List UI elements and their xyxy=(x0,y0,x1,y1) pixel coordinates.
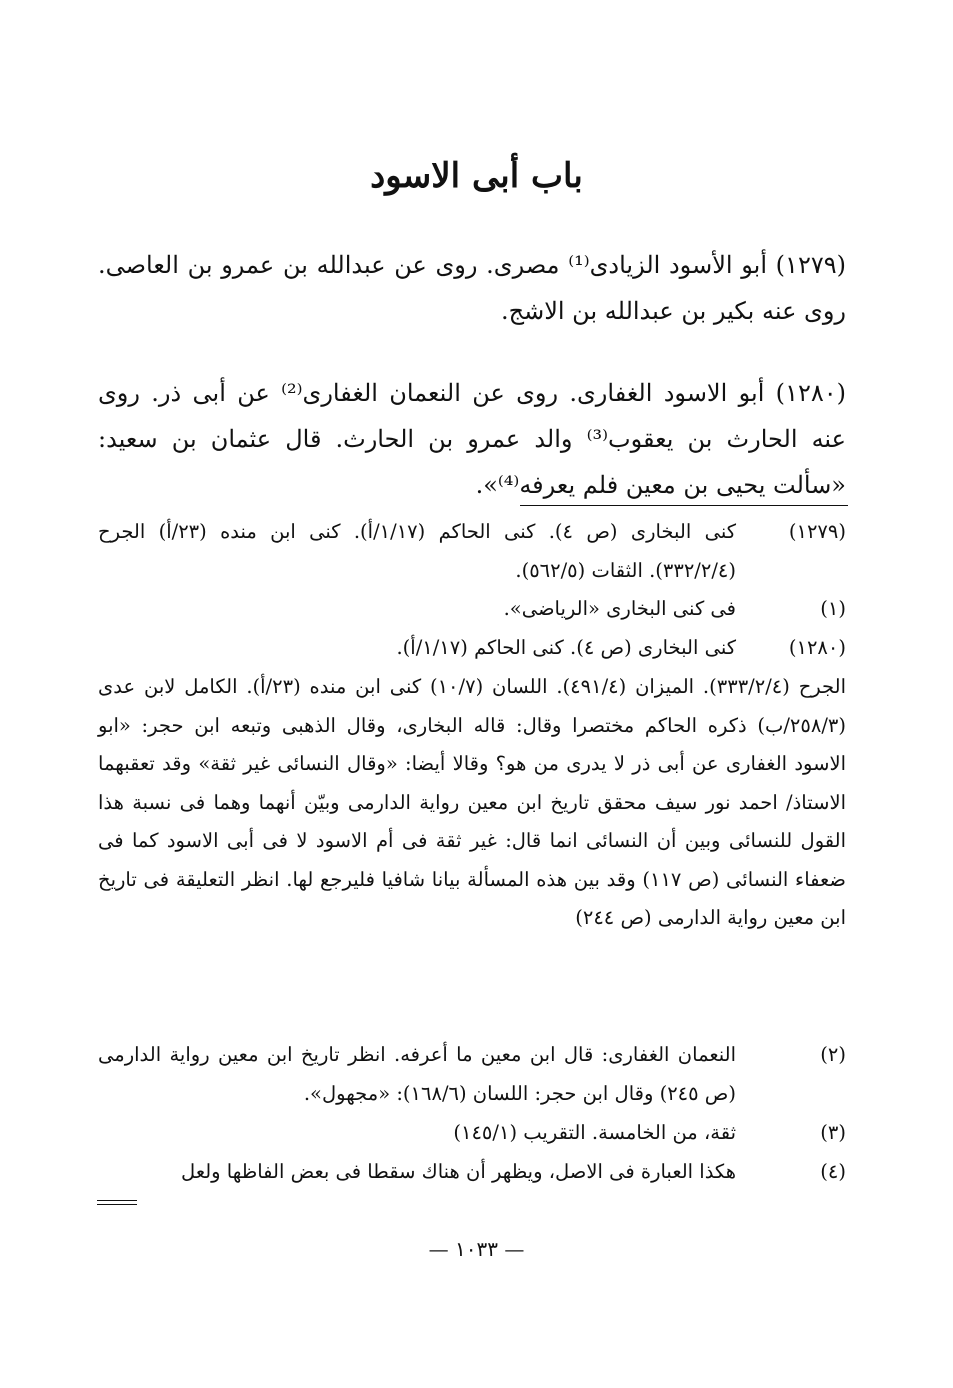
footnote-number: (١٢٨٠) xyxy=(788,636,846,659)
footnote-number: (١) xyxy=(820,597,846,620)
footnote-1280-continued xyxy=(98,668,846,938)
footnote-text: كنى البخارى (ص ٤). كنى الحاكم (١/١٧/أ). xyxy=(396,636,736,659)
footnote-text: فى كنى البخارى «الرياضى». xyxy=(503,597,736,620)
page-number: — ١٠٣٣ — xyxy=(428,1237,525,1261)
footnote-1279 xyxy=(98,513,846,590)
continuation-mark xyxy=(97,1200,137,1205)
footnote-2 xyxy=(98,1036,846,1113)
footnote-1 xyxy=(98,590,846,629)
footnote-number: (٢) xyxy=(820,1043,846,1066)
footnote-text: هكذا العبارة فى الاصل، ويظهر أن هناك سقطا فى بعض الفاظها ولعل xyxy=(181,1160,736,1183)
footnote-text: كنى البخارى (ص ٤). كنى الحاكم (١/١٧/أ). كنى ابن منده (٢٣/أ) الجرح (٣٣٢/٢/٤). الثقات (٥٦٢/٥). xyxy=(98,520,736,582)
entry-1279: (١٢٧٩) أبو الأسود الزيادى⁽¹⁾ مصرى. روى عن عبدالله بن عمرو بن العاصى. روى عنه بكير بن عبدالله بن الاشج. xyxy=(98,251,846,325)
footnote-text: الجرح (٣٣٣/٢/٤). الميزان (٤٩١/٤). اللسان (١٠/٧) كنى ابن منده (٢٣/أ). الكامل لابن عدى (٢٥٨/٣/ب) ذكره الحاكم مختصرا وقال: قاله البخارى، وقال الذهبى وتبعه ابن حجر: «ابو الاسود الغفارى عن أبى ذر لا يدرى من هو؟ وقالا أيضا: «وقال النسائى غير ثقة» وقد تعقبهما الاستاذ/ احمد نور سيف محقق تاريخ ابن معين رواية الدارمى وبيّن أنهما وهما فى نسبة هذا القول للنسائى وبين أن النسائى انما قال: غير ثقة فى أم الاسود لا فى أبى الاسود كما فى ضعفاء النسائى (ص ١١٧) وقد بين هذه المسألة بيانا شافيا فليرجع لها. انظر التعليقة فى تاريخ ابن معين رواية الدارمى (ص ٢٤٤) xyxy=(98,675,847,929)
footnote-3 xyxy=(98,1114,846,1153)
chapter-title: باب أبى الاسود xyxy=(370,156,583,196)
footnote-number: (٤) xyxy=(820,1160,846,1183)
footnote-separator xyxy=(520,505,848,506)
footnote-text: ثقة، من الخامسة. التقريب (١٤٥/١) xyxy=(453,1121,736,1144)
footnote-4 xyxy=(98,1153,846,1192)
footnote-text: النعمان الغفارى: قال ابن معين ما أعرفه. انظر تاريخ ابن معين رواية الدارمى (ص ٢٤٥) وقال ابن حجر: اللسان (١٦٨/٦): «مجهول». xyxy=(98,1043,736,1105)
footnote-number: (٣) xyxy=(820,1121,846,1144)
footnote-1280 xyxy=(98,629,846,668)
entry-1280: (١٢٨٠) أبو الاسود الغفارى. روى عن النعمان الغفارى⁽²⁾ عن أبى ذر. روى عنه الحارث بن يعقوب⁽³⁾ والد عمرو بن الحارث. قال عثمان بن سعيد: «سألت يحيى بن معين فلم يعرفه⁽⁴⁾». xyxy=(98,379,846,499)
footnote-number: (١٢٧٩) xyxy=(788,520,846,543)
